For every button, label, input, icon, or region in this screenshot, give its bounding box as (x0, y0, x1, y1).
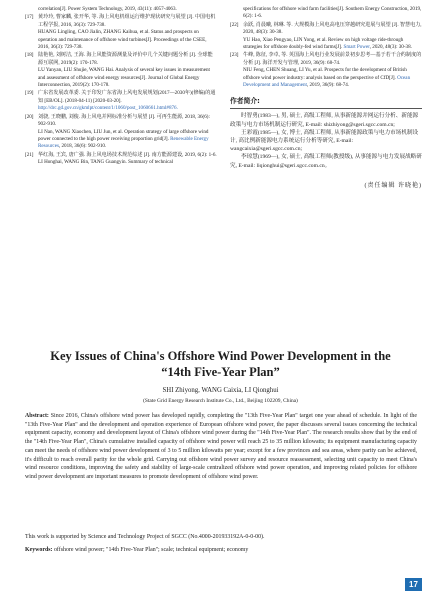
reference-text: NIU Feng, CHEN Shuang, LI Yu, et al. Prospects for the development of British offshore wind power industry: analysis based on the perspective of CfD[J]. (243, 67, 407, 81)
reference-zh: 刘骁, 王晓鹏, 刘俊. 海上风电并网标准分析与展望 [J]. 可再生能源, 2018, 36(6): 902-910. (38, 113, 210, 128)
article-affiliation: (State Grid Energy Research Institute Co., Ltd., Beijing 102209, China) (143, 398, 298, 404)
reference-item (25, 90, 217, 112)
abstract-text: Since 2016, China's offshore wind power has developed rapidly, completing the "13th Five-Year Plan" target one year ahead of schedule. In light of the "13th Five-Year Plan" and the development and operation experience of European offshore wind power, the paper discusses several issues concerning the technical equipment capacity, economy and development layout of China's offshore wind power during the "14th Five-Year Plan". The research results show that by the end of the "14th Five-Year Plan", China's cumulative installed capacity of offshore wind power will reach 25 to 35 million kilowatts; its equipment manufacturing capacity can meet the needs of offshore wind power development of 3 to 5 million kilowatts per year; except for a few provinces and sea areas, where parity can be achieved, it's difficult to reach overall parity for the whole grid. Carrying out offshore wind power survey and resource reassessment, selecting unit capacity to meet China's wind resource conditions, improving the safety and stability of large-scale centralized offshore wind power operation, and improving related policies for offshore wind power development are important measures to promote development of offshore wind power. (25, 413, 417, 480)
funding-note: This work is supported by Science and Technology Project of SGCC (No.4000-201933192A-0-0-00). (25, 534, 265, 540)
keywords (25, 546, 417, 555)
abstract (25, 412, 417, 482)
author-heading (230, 95, 422, 109)
reference-zh: 黄玲玲, 曹家麟, 张开华, 等. 海上风电机组运行维护现状研究与展望 [J]. 中国电机工程学报, 2016, 36(3): 729-738. (38, 14, 216, 28)
title-line-1: Key Issues of China's Offshore Wind Power Development in the (50, 349, 391, 363)
reference-text: LI Nan, WANG Xiaochen, LIU Jun, et al. Operation strategy of large offshore wind power connected to the high power receiving proportion grid[J]. (38, 128, 209, 142)
author-heading-text: 作者简介: (230, 97, 260, 106)
reference-en: LI Honghai, WANG Bin, TANG Guangyin. Summary of technical (38, 159, 174, 166)
author-bio-shi: 时智勇(1983—), 男, 硕士, 高级工程师, 从事新能源并网运行分析、新能源政策与电力市场机制运行研究, E-mail: shizhiyong@sgeri.sgcc.com.cn; (230, 113, 419, 128)
reference-text: , 2019, 36(9): 68-74. (306, 82, 350, 89)
reference-en: LU Yanyan, LIU Shujie, WANG Hai. Analysis of several key issues in measurement and assessment of offshore wind energy resources[J]. Journal of Global Energy Interconnection, 2019(2): 170-178. (38, 67, 210, 89)
reference-number: [22] (230, 21, 239, 28)
references-left-column (25, 6, 217, 168)
abstract-label: Abstract: (25, 413, 49, 419)
responsible-editor: (责任编辑 许晓艳) (364, 182, 422, 189)
author-bio-li: 李琼慧(1969—), 女, 硕士, 高级工程师(教授级), 从事能源与电力发展战略研究, E-mail: liqionghui@sgeri.sgcc.com.cn。 (230, 154, 422, 169)
reference-number: [17] (25, 14, 34, 21)
keywords-text: offshore wind power; "14th Five-Year Plan"; scale; technical equipment; economy (52, 547, 249, 553)
reference-item (25, 152, 217, 167)
reference-number: [18] (25, 52, 34, 59)
reference-number: [19] (25, 90, 34, 97)
reference-text: YU Hao, Xiao Pengyao, LIN Yong, et al. Review on high voltage ride-through strategies for offshore doubly-fed wind farms[J]. (243, 36, 404, 51)
reference-zh (38, 90, 217, 112)
reference-zh: 余跃, 肖晨曦, 林琳. 等. 大规模海上风电高电压穿越研究进展与展望 [J]. 智慧电力, 2020, 48(3): 30-38. (243, 21, 422, 36)
reference-zh: 牛峰, 陈征, 李卓, 等. 英国海上风电行业发展前景初步思考—基于若干合约制度的分析 [J]. 海洋开发与管理, 2019, 36(9): 68-74. (243, 52, 422, 66)
reference-en (243, 67, 422, 89)
reference-number: [20] (25, 113, 34, 120)
keywords-label: Keywords: (25, 547, 53, 553)
reference-item (25, 14, 217, 51)
reference-en (243, 37, 422, 52)
author-heading-rule (230, 108, 422, 109)
reference-text: , 2018, 36(6): 902-910. (58, 143, 107, 150)
reference-en: specifications for offshore wind farm facilities[J]. Southern Energy Construction, 2019, 6(2): 1-6. (243, 6, 422, 20)
reference-number: [23] (230, 52, 239, 59)
reference-item (25, 52, 217, 89)
reference-item (230, 52, 422, 89)
reference-zh: 陆艳艳, 刘树洁, 王海. 海上风能资源测量及评价中几个关键问题分析 [J]. 全球能源互联网, 2019(2): 170-178. (38, 52, 213, 66)
reference-number: [21] (25, 151, 34, 158)
article-title (20, 348, 421, 380)
reference-item (230, 22, 422, 52)
references-right-column (230, 6, 422, 189)
reference-link[interactable]: Smart Power (343, 44, 370, 51)
reference-link[interactable]: Renewable Energy Resources (38, 135, 209, 150)
references-area (25, 6, 425, 396)
title-line-2: “14th Five-Year Plan” (161, 365, 280, 379)
reference-zh: 华红海, 王宾, 唐广强. 海上风电场技术规范综述 [J]. 南方能源建设, 2019, 6(2): 1-6. (38, 151, 217, 158)
reference-item (25, 114, 217, 151)
page-number-badge: 17 (405, 578, 422, 591)
reference-item (25, 6, 217, 13)
reference-en: correlation[J]. Power System Technology, 2019, 43(11): 4057-4063. (38, 6, 177, 12)
reference-link[interactable]: Ocean Development and Management (243, 74, 411, 89)
reference-link[interactable]: http://drc.gd.gov.cn/gkmlpt/content/1/1060/post_1060661.html#876. (38, 105, 178, 112)
reference-en: HUANG Lingling, CAO Jialin, ZHANG Kaihua, et al. Status and prospects on operation and maintenance of offshore wind turbines[J]. Proceedings of the CSEE, 2016, 36(3): 729-738. (38, 29, 207, 51)
reference-text: , 2020, 48(3): 30-38. (369, 44, 412, 51)
author-bio-wang: 王彩霞(1985—), 女, 博士, 高级工程师, 从事新能源政策与电力市场机制设计, 高比例新能源电力系统运行分析等研究, E-mail: wangcaixia@sgeri.sgcc.com.cn; (230, 129, 419, 153)
reference-item (230, 6, 422, 21)
article-authors: SHI Zhiyong, WANG Caixia, LI Qionghui (162, 387, 279, 394)
reference-text: 广东省发展改革委. 关于印发广东省海上风电发展规划(2017—2030年)(修编)的通知 [EB/OL]. (2018-04-11) [2020-03-20]. (38, 90, 216, 104)
reference-en (38, 129, 217, 151)
